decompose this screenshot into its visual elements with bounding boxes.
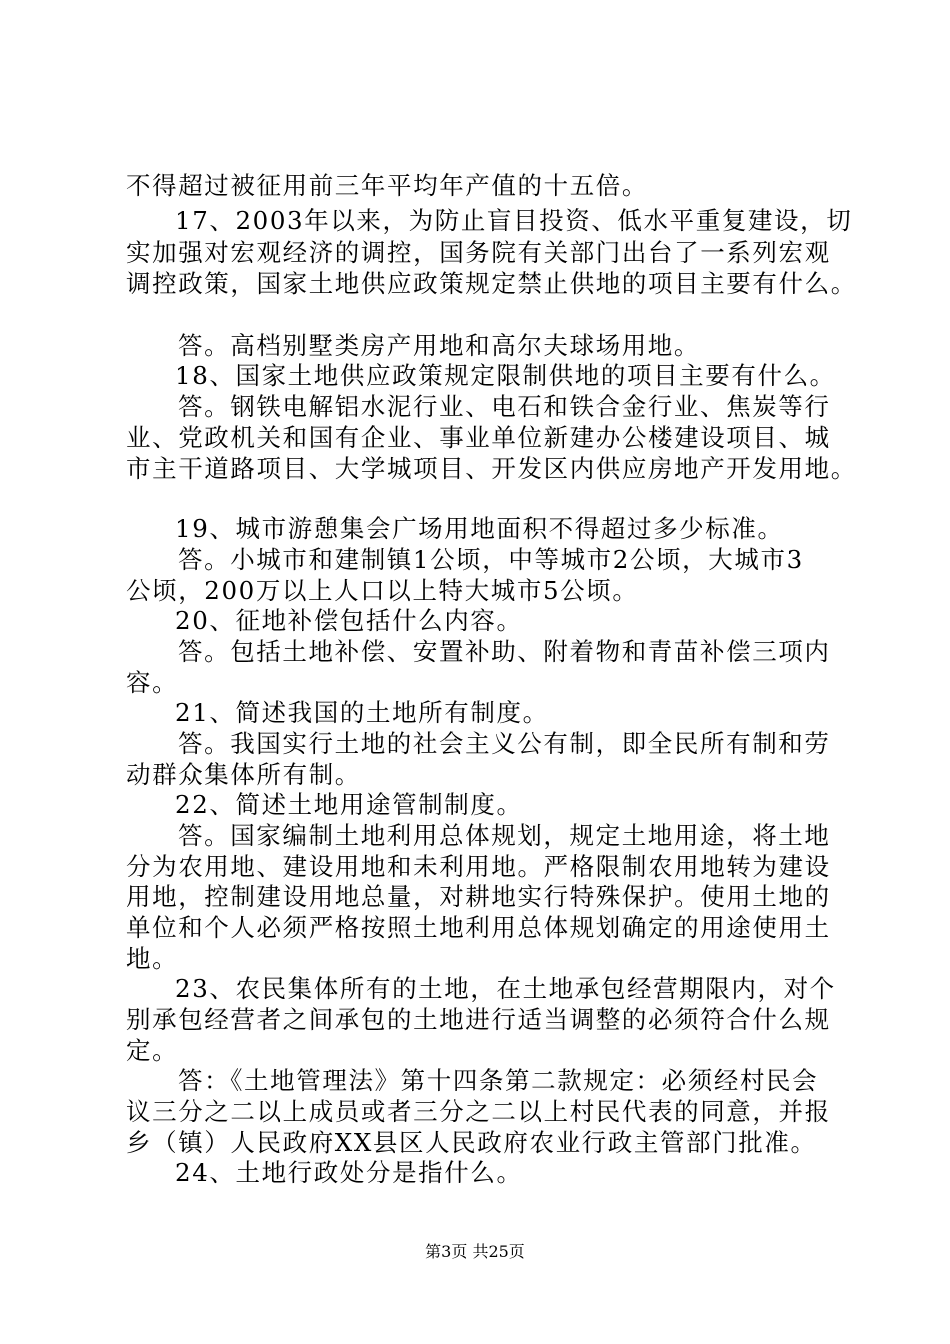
text-line: 23、农民集体所有的土地，在土地承包经营期限内，对个: [175, 974, 836, 1003]
text-line: 实加强对宏观经济的调控，国务院有关部门出台了一系列宏观: [126, 238, 831, 267]
text-line: 答。国家编制土地利用总体规划，规定土地用途，将土地: [178, 821, 831, 850]
text-line: 议三分之二以上成员或者三分之二以上村民代表的同意，并报: [126, 1097, 831, 1126]
text-line: 用地，控制建设用地总量，对耕地实行特殊保护。使用土地的: [126, 882, 831, 911]
text-line: 地。: [126, 944, 179, 973]
text-line: 答。小城市和建制镇1公顷，中等城市2公顷，大城市3: [178, 545, 804, 574]
text-line: 调控政策，国家土地供应政策规定禁止供地的项目主要有什么。: [126, 269, 857, 298]
text-line: 答。钢铁电解铝水泥行业、电石和铁合金行业、焦炭等行: [178, 392, 831, 421]
text-line: 19、城市游憩集会广场用地面积不得超过多少标准。: [175, 514, 784, 543]
text-line: 单位和个人必须严格按照土地利用总体规划确定的用途使用土: [126, 913, 831, 942]
text-line: 21、简述我国的土地所有制度。: [175, 698, 549, 727]
text-line: 22、简述土地用途管制制度。: [175, 790, 523, 819]
text-line: 答：《土地管理法》第十四条第二款规定：必须经村民会: [178, 1066, 819, 1095]
page-number: 第3页 共25页: [425, 1242, 525, 1261]
text-line: 定。: [126, 1036, 179, 1065]
text-line: 市主干道路项目、大学城项目、开发区内供应房地产开发用地。: [126, 454, 857, 483]
page-footer: [0, 1242, 950, 1262]
text-line: 17、2003年以来，为防止盲目投资、低水平重复建设，切: [175, 206, 853, 235]
text-line: 答。高档别墅类房产用地和高尔夫球场用地。: [178, 331, 700, 360]
text-line: 18、国家土地供应政策规定限制供地的项目主要有什么。: [175, 361, 836, 390]
text-line: 答。我国实行土地的社会主义公有制，即全民所有制和劳: [178, 729, 831, 758]
text-line: 24、土地行政处分是指什么。: [175, 1158, 523, 1187]
text-line: 容。: [126, 668, 179, 697]
text-line: 分为农用地、建设用地和未利用地。严格限制农用地转为建设: [126, 852, 831, 881]
text-line: 别承包经营者之间承包的土地进行适当调整的必须符合什么规: [126, 1005, 831, 1034]
text-line: 不得超过被征用前三年平均年产值的十五倍。: [126, 171, 648, 200]
text-line: 答。包括土地补偿、安置补助、附着物和青苗补偿三项内: [178, 637, 831, 666]
text-line: 动群众集体所有制。: [126, 760, 361, 789]
text-line: 业、党政机关和国有企业、事业单位新建办公楼建设项目、城: [126, 423, 831, 452]
text-line: 20、征地补偿包括什么内容。: [175, 606, 523, 635]
text-line: 乡（镇）人民政府XX县区人民政府农业行政主管部门批准。: [126, 1128, 817, 1157]
text-line: 公顷，200万以上人口以上特大城市5公顷。: [126, 576, 639, 605]
